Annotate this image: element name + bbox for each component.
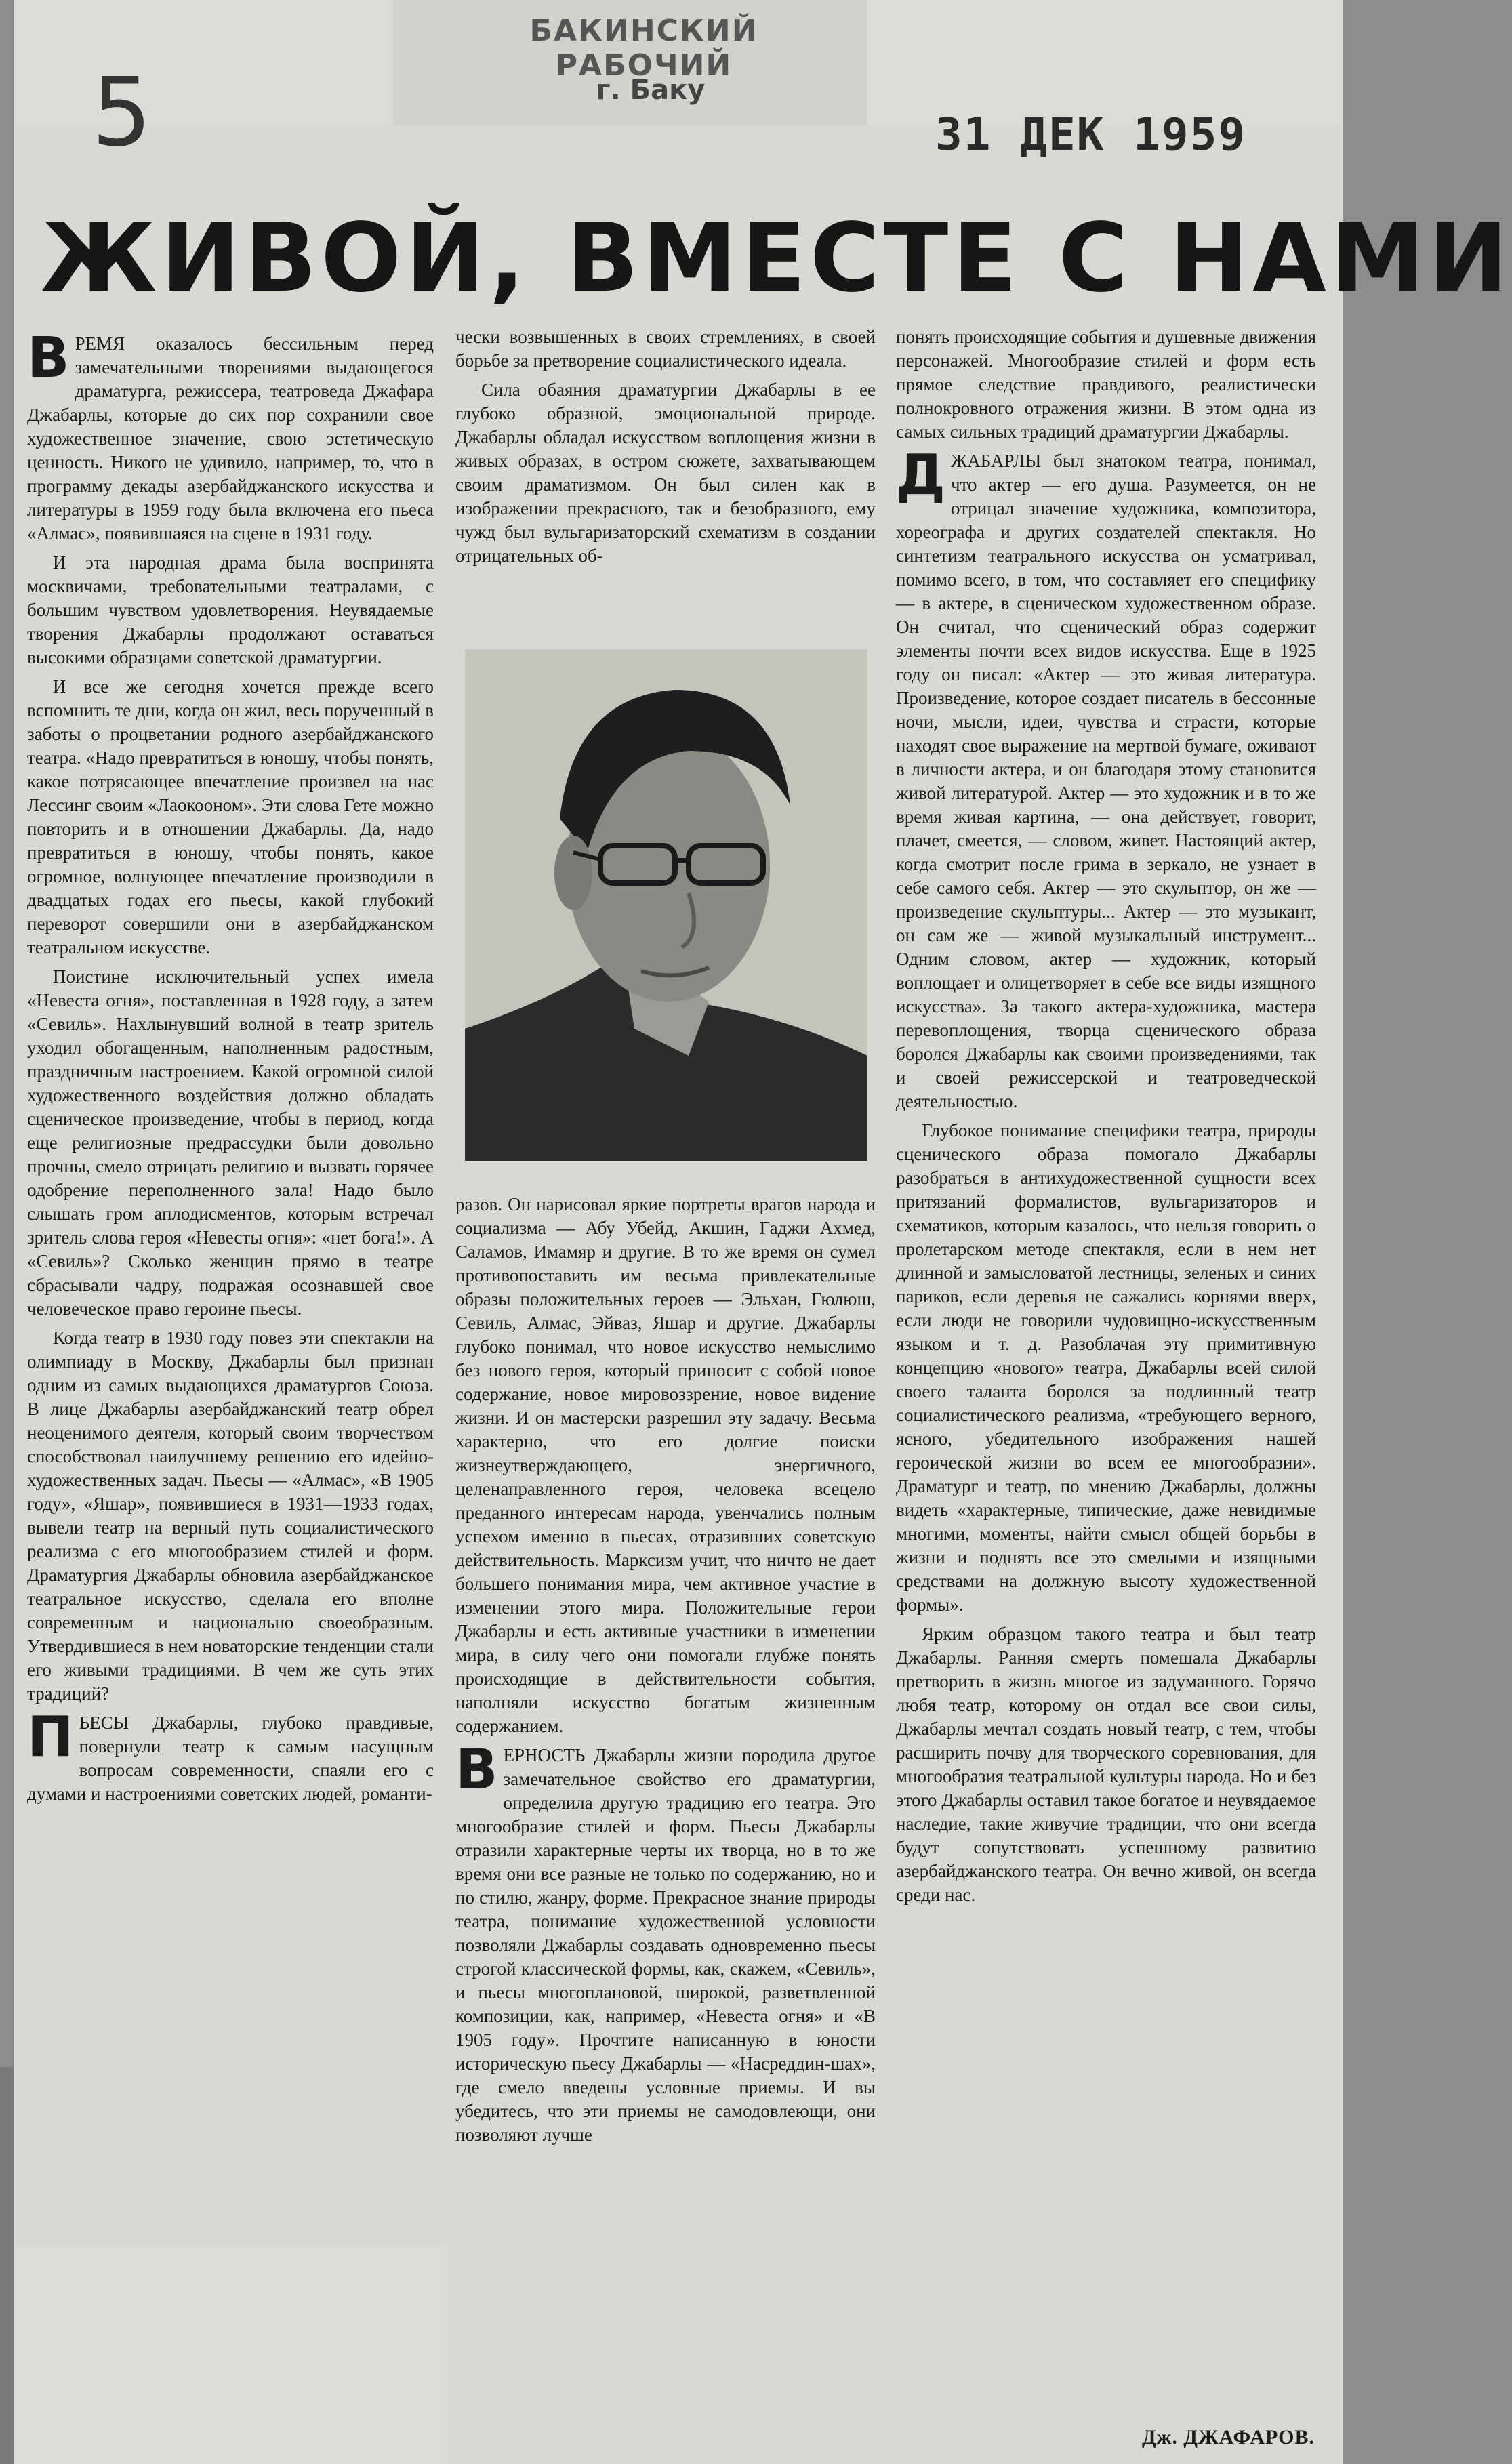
paragraph: Глубокое понимание специфики театра, природы сценического образа помогало Джабарлы разобраться в антихудожественной сущности всех притязаний формалистов, вульгаризаторов и схематиков, которым казалось, что нельзя говорить о пролетарском методе спектакля, если в нем нет длинной и замысловатой лестницы, зеленых и синих париков, если деревья не сажались корнями вверх, если люди не говорили чудовищно-искусственным языком и т. д. Разоблачая эту примитивную концепцию «нового» театра, Джабарлы всей силой своего таланта боролся за подлинный театр социалистического реализма, «требующего верного, ясного, убедительного изображения нашей героической жизни во всем ее многообразии». Драматург и театр, по мнению Джабарлы, должны видеть «характерные, типические, даже невидимые многими, моменты, найти смысл общей борьбы в жизни и поднять все это смелыми и изящными средствами на должную высоту художественной формы».: [896, 1120, 1316, 1615]
article-headline: ЖИВОЙ, ВМЕСТЕ С НАМИ: [41, 203, 1512, 314]
newspaper-name: БАКИНСКИЙ РАБОЧИЙ: [529, 14, 758, 83]
paragraph: чески возвышенных в своих стремлениях, в своей борьбе за претворение социалистического идеала.: [455, 327, 876, 371]
paragraph: понять происходящие события и душевные движения персонажей. Многообразие стилей и форм есть прямое следствие правдивого, реалистически полнокровного отражения жизни. В этом одна из самых сильных традиций драматургии Джабарлы.: [896, 327, 1316, 442]
paragraph: И все же сегодня хочется прежде всего вспомнить те дни, когда он жил, весь порученный в заботы о процветании родного азербайджанского театра. «Надо превратиться в юношу, чтобы понять, какое потрясающее впечатление произвел на нас Лессинг своим «Лаокооном». Эти слова Гете можно повторить и в отношении Джабарлы. Да, надо превратиться в юношу, чтобы понять, какое огромное, волнующее впечатление производили в двадцатых годах его пьесы, какой глубокий переворот совершили они в азербайджанском театральном искусстве.: [27, 676, 434, 958]
drop-cap: Д: [896, 443, 946, 508]
paragraph: Сила обаяния драматургии Джабарлы в ее глубоко образной, эмоциональной природе. Джабарлы обладал искусством воплощения жизни в живых образах, в остром сюжете, захватывающем своим драматизмом. Он был силен как в изображении прекрасного, так и безобразного, ему чужд был вульгаризаторский схематизм в создании отрицательных об-: [455, 379, 876, 566]
paragraph-text: ЕРНОСТЬ Джабарлы жизни породила другое замечательное свойство его драматургии, определила другую традицию его театра. Это многообразие стилей и форм. Пьесы Джабарлы отразили характерные черты их творца, но в то же время они все разные не только по содержанию, но и по стилю, жанру, форме. Прекрасное знание природы театра, понимание художественной условности позволяли Джабарлы создавать одновременно пьесы строгой классической формы, как, скажем, «Севиль», и пьесы многоплановой, широкой, разветвленной композиции, как, например, «Невеста огня» и «В 1905 году». Прочтите написанную в юности историческую пьесу Джабарлы — «Насреддин-шах», где смело введены условные приемы. И вы убедитесь, что эти приемы не самодовлеющи, они позволяют лучше: [455, 1745, 876, 2145]
paragraph: [27, 326, 434, 546]
portrait-photo: [465, 649, 867, 1161]
paragraph-text: РЕМЯ оказалось бессильным перед замечательными творениями выдающегося драматурга, режиссера, театроведа Джафара Джабарлы, которые до сих пор сохранили свое художественное значение, свою эстетическую ценность. Никого не удивило, например, то, что в программу декады азербайджанского искусства и литературы в 1959 году была включена его пьеса «Алмас», появившаяся на сцене в 1931 году.: [27, 333, 434, 543]
drop-cap: В: [455, 1738, 498, 1802]
drop-cap: В: [27, 326, 70, 390]
paragraph: Поистине исключительный успех имела «Невеста огня», поставленная в 1928 году, а затем «Севиль». Нахлынувший волной в театр зритель уходил обогащенным, наполненным радостным, праздничным настроением. Какой огромной силой художественного воздействия должно обладать сценическое произведение, чтобы в период, когда еще религиозные предрассудки были довольно прочны, смело отрицать религию и вызвать горячее одобрение переполненного зала! Надо было слышать гром аплодисментов, которым встречал зритель слова героя «Невесты огня»: «нет бога!». А «Севиль»? Сколько женщин прямо в театре сбрасывали чадру, подражая осознавшей свое человеческое право героине пьесы.: [27, 966, 434, 1319]
paragraph: Когда театр в 1930 году повез эти спектакли на олимпиаду в Москву, Джабарлы был признан одним из самых выдающихся драматургов Союза. В лице Джабарлы азербайджанский театр обрел неоценимого деятеля, который своим творчеством способствовал наилучшему решению его идейно-художественных задач. Пьесы — «Алмас», «В 1905 году», «Яшар», появившиеся в 1931—1933 годах, вывели театр на верный путь социалистического реализма с его многообразием стилей и форм. Драматургия Джабарлы обновила азербайджанское театральное искусство, сделала его вполне современным и национально своеобразным. Утвердившиеся в нем новаторские тенденции стали его живыми традициями. В чем же суть этих традиций?: [27, 1328, 434, 1704]
handwritten-page-number: 5: [91, 58, 152, 168]
paragraph-text: ЖАБАРЛЫ был знатоком театра, понимал, что актер — его душа. Разумеется, он не отрицал значение художника, композитора, хореографа и других создателей спектакля. Но синтетизм театрального искусства он усматривал, помимо всего, в том, что составляет его специфику — в актере, в сценическом художественном образе. Он считал, что сценический образ содержит элементы почти всех видов искусства. Еще в 1925 году он писал: «Актер — это живая литература. Произведение, которое создает писатель в бессонные ночи, мысли, идеи, чувства и страсти, которые находят свое выражение на мертвой бумаге, оживают в личности актера, и он благодаря этому становится живой литературой. Актер — это художник и в то же время живая картина, — она действует, говорит, плачет, смеется, — словом, живет. Настоящий актер, когда смотрит после грима в зеркало, не узнает в себе самого себя. Актер — это скульптор, он же — произведение скульптуры... Актер — это музыкант, он сам же — живой музыкальный инструмент... Одним словом, актер — художник, который воплощает и олицетворяет в себе все виды изящного искусства». За такого актера-художника, мастера перевоплощения, творца сценического образа боролся Джабарлы как своими произведениями, так и своей режиссерской и театроведческой деятельностью.: [896, 451, 1316, 1111]
paragraph: [27, 1705, 434, 1806]
date-stamp: 31 ДЕК 1959: [935, 108, 1247, 161]
paragraph-text: ЬЕСЫ Джабарлы, глубоко правдивые, повернули театр к самым насущным вопросам современности, спаяли его с думами и настроениями советских людей, романти-: [27, 1712, 434, 1804]
drop-cap: П: [27, 1705, 74, 1769]
article-column-3: [896, 325, 1316, 2419]
paragraph: Ярким образцом такого театра и был театр Джабарлы. Ранняя смерть помешала Джабарлы претворить в жизнь многое из задуманного. Горячо любя театр, которому он отдал все свои силы, Джабарлы мечтал создать новый театр, с тем, чтобы расширить почву для творческого соревнования, для многообразия театральной культуры народа. Но и без этого Джабарлы оставил такое богатое и неувядаемое наследие, такие живучие традиции, что они всегда будут сопутствовать успешному развитию азербайджанского театра. Он вечно живой, он всегда среди нас.: [896, 1624, 1316, 1905]
paragraph: разов. Он нарисовал яркие портреты врагов народа и социализма — Абу Убейд, Акшин, Гаджи Ахмед, Саламов, Имамяр и другие. В то же время он сумел противопоставить им весьма привлекательные образы положительных героев — Эльхан, Гюлюш, Севиль, Алмас, Эйваз, Яшар и другие. Джабарлы глубоко понимал, что новое искусство немыслимо без нового героя, который приносит с собой новое содержание, новое мировоззрение, новое видение жизни. И он мастерски разрешил эту задачу. Весьма характерно, что его долгие поиски жизнеутверждающего, энергичного, целенаправленного героя, человека всецело преданного интересам народа, увенчались полным успехом именно в пьесах, отразивших советскую действительность. Марксизм учит, что ничто не дает большего понимания мира, чем активное участие в изменении этого мира. Положительные герои Джабарлы и есть активные участники в изменении мира, в силу чего они помогали глубже понять происходящие в действительности события, наполняли искусство богатым жизненным содержанием.: [455, 1194, 876, 1736]
article-column-1: [27, 326, 434, 2304]
portrait-photo-icon: [465, 649, 867, 1161]
paragraph: [455, 1738, 876, 2147]
article-column-2-top: [455, 325, 876, 644]
author-signature: Дж. ДЖАФАРОВ.: [1141, 2426, 1315, 2448]
paragraph: И эта народная драма была воспринята москвичами, требовательными театралами, с большим чувством удовлетворения. Неувядаемые творения Джабарлы продолжают оставаться высокими образцами советской драматургии.: [27, 552, 434, 668]
newspaper-city: г. Баку: [596, 75, 706, 106]
paragraph: [896, 443, 1316, 1113]
article-column-2-bottom: [455, 1193, 876, 2426]
